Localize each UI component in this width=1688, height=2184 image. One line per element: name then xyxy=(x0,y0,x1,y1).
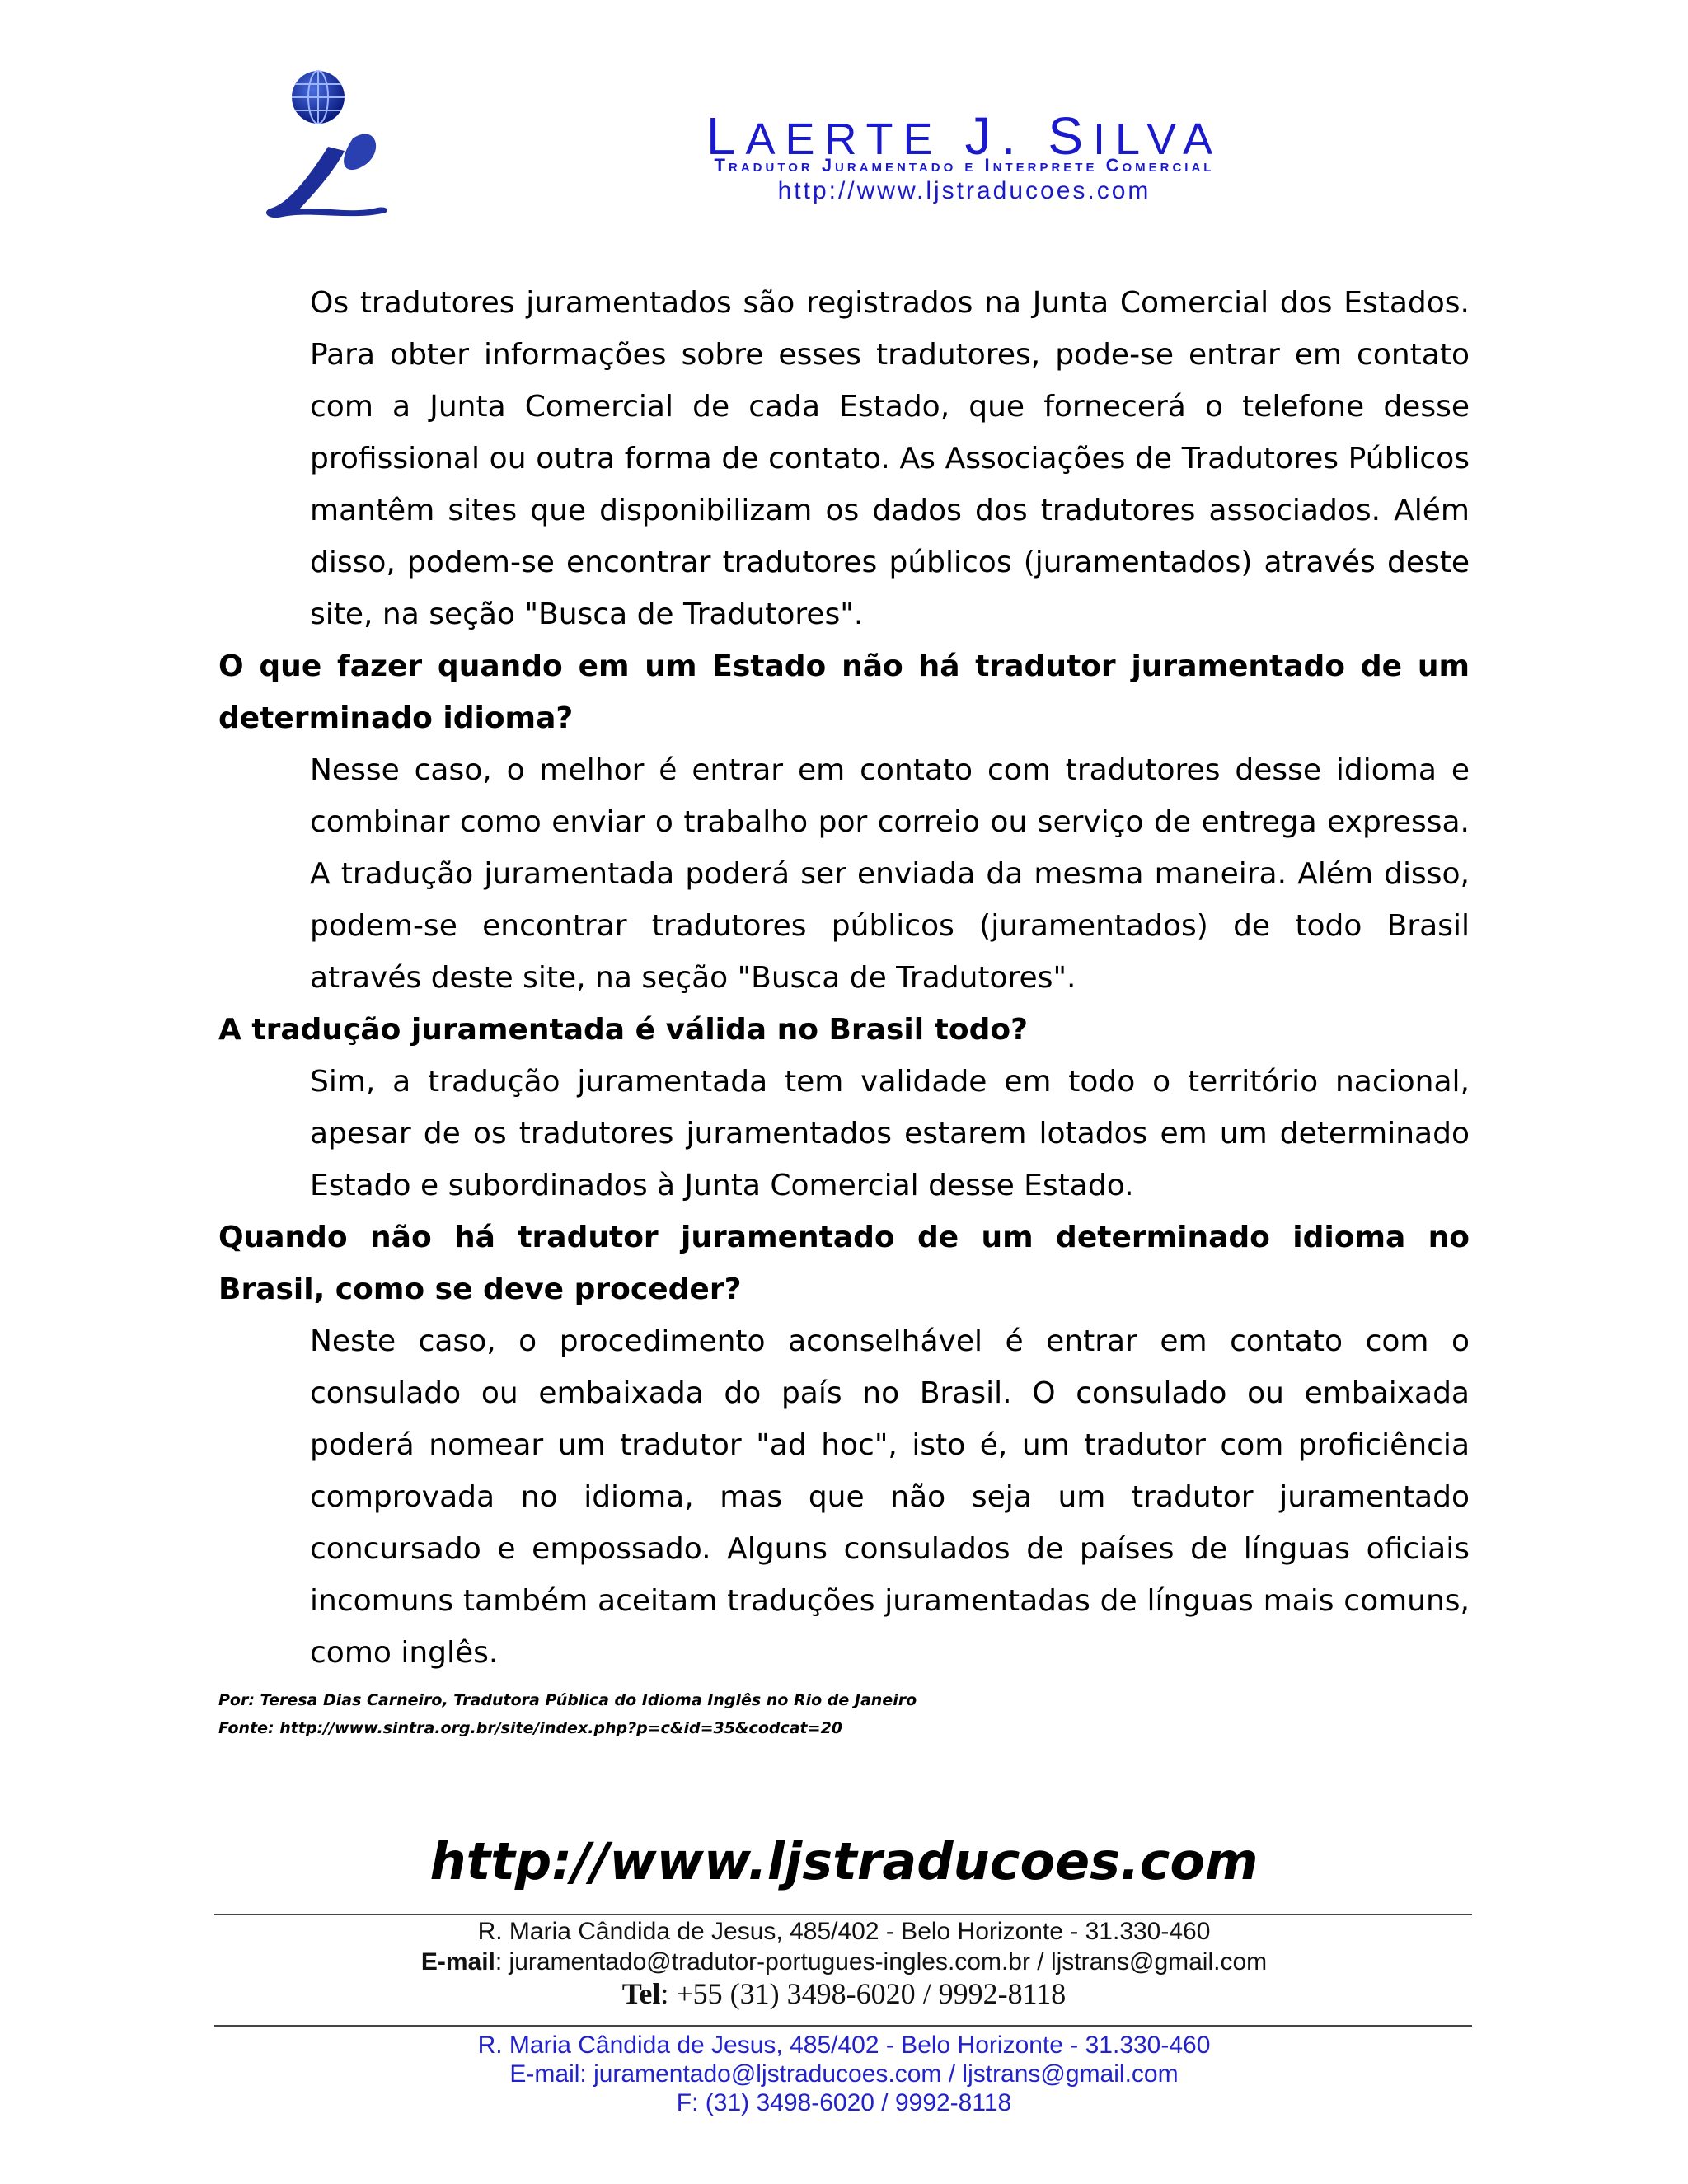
brand-name-rest-1: AERTE xyxy=(745,115,943,164)
footer-blue-email: E-mail: juramentado@ljstraducoes.com / ljstrans@gmail.com xyxy=(509,2060,1179,2088)
credit-source: Fonte: http://www.sintra.org.br/site/index.php?p=c&id=35&codcat=20 xyxy=(218,1719,843,1737)
footer-address: R. Maria Cândida de Jesus, 485/402 - Belo Horizonte - 31.330-460 xyxy=(477,1918,1211,1945)
footer-email-value: : juramentado@tradutor-portugues-ingles.com.br / ljstrans@gmail.com xyxy=(495,1948,1268,1975)
footer-blue-phone: F: (31) 3498-6020 / 9992-8118 xyxy=(676,2089,1012,2116)
footer-blue-address: R. Maria Cândida de Jesus, 485/402 - Belo Horizonte - 31.330-460 xyxy=(477,2032,1211,2059)
footer-email-label: E-mail xyxy=(420,1948,495,1975)
footer-url-link[interactable]: http://www.ljstraducoes.com xyxy=(429,1831,1259,1891)
answer-2: Sim, a tradução juramentada tem validade em todo o território nacional, apesar de os tradutores juramentados estarem lotados em um determinado Estado e subordinados à Junta Comercial desse Estado. xyxy=(310,1065,1470,1202)
brand-name-rest-3: ILVA xyxy=(1093,115,1223,164)
credits xyxy=(218,1686,917,1742)
intro-paragraph: Os tradutores juramentados são registrados na Junta Comercial dos Estados. Para obter informações sobre esses tradutores, pode-se entrar em contato com a Junta Comercial de cada Estado, que fornecerá o telefone desse profissional ou outra forma de contato. As Associações de Tradutores Públicos mantêm sites que disponibilizam os dados dos tradutores associados. Além disso, podem-se encontrar tradutores públicos (juramentados) através deste site, na seção "Busca de Tradutores". xyxy=(310,286,1470,631)
footer-divider-top xyxy=(214,1914,1472,1915)
question-2: A tradução juramentada é válida no Brasil todo? xyxy=(218,1013,1028,1047)
footer-tel-label: Tel xyxy=(621,1977,661,2010)
footer-email xyxy=(0,1948,1688,1976)
document-body xyxy=(218,277,1470,1679)
question-1: O que fazer quando em um Estado não há tradutor juramentado de um determinado idioma? xyxy=(218,649,1470,735)
brand-name-initial-1: L xyxy=(706,106,746,166)
footer-divider-bottom xyxy=(214,2025,1472,2027)
brand-subtitle: Tradutor Juramentado e Interprete Comercial xyxy=(714,155,1215,176)
header-url-link[interactable]: http://www.ljstraducoes.com xyxy=(777,177,1151,204)
footer-tel xyxy=(0,1976,1688,2011)
credit-author: Por: Teresa Dias Carneiro, Tradutora Pública do Idioma Inglês no Rio de Janeiro xyxy=(218,1691,917,1709)
footer-tel-value: : +55 (31) 3498-6020 / 9992-8118 xyxy=(660,1977,1067,2010)
globe-and-L-logo-icon xyxy=(262,64,394,229)
brand-name-initial-3: S xyxy=(1048,106,1094,166)
answer-3: Neste caso, o procedimento aconselhável é entrar em contato com o consulado ou embaixada do país no Brasil. O consulado ou embaixada poderá nomear um tradutor "ad hoc", isto é, um tradutor com proficiência comprovada no idioma, mas que não seja um tradutor juramentado concursado e empossado. Alguns consulados de países de línguas oficiais incomuns também aceitam traduções juramentadas de línguas mais comuns, como inglês. xyxy=(310,1324,1470,1670)
brand-name-initial-2: J. xyxy=(964,106,1026,166)
answer-1: Nesse caso, o melhor é entrar em contato com tradutores desse idioma e combinar como enviar o trabalho por correio ou serviço de entrega expressa. A tradução juramentada poderá ser enviada da mesma maneira. Além disso, podem-se encontrar tradutores públicos (juramentados) de todo Brasil através deste site, na seção "Busca de Tradutores". xyxy=(310,753,1470,995)
question-3: Quando não há tradutor juramentado de um determinado idioma no Brasil, como se deve proceder? xyxy=(218,1221,1470,1306)
